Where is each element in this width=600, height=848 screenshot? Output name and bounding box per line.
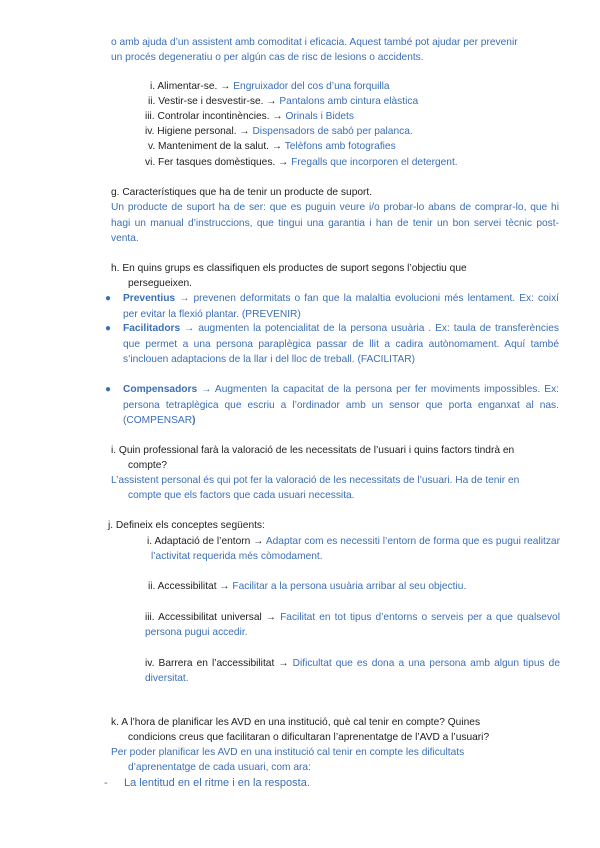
question-i-line-1: i. Quin professional farà la valoració de les necessitats de l’usuari i quins factors tindrà en: [111, 445, 515, 456]
avd-item: vi. Fer tasques domèstiques. → Fregalls que incorporen el detergent.: [145, 157, 458, 168]
question-k-line-1: k. A l’hora de planificar les AVD en una institució, què cal tenir en compte? Quines: [111, 717, 481, 728]
question-k-line-2: condicions creus que facilitaran o dificultaran l’aprenentatge de l’AVD a l’usuari?: [128, 732, 490, 743]
dash-icon: -: [104, 777, 108, 789]
avd-item: iii. Controlar incontinències. → Orinals i Bidets: [145, 111, 354, 122]
bullet-icon: ●: [105, 323, 112, 334]
question-j: j. Defineix els conceptes següents:: [108, 520, 265, 531]
question-i-line-2: compte?: [128, 460, 168, 471]
answer-k-line-2: d’aprenentatge de cada usuari, com ara:: [128, 762, 311, 773]
answer-i-line-2: compte que els factors que cada usuari necessita.: [128, 490, 355, 501]
question-h-line-2: persegueixen.: [128, 278, 193, 289]
answer-g: Un producte de suport ha de ser: que es puguin veure i/o probar-lo abans de comprar-lo, que hi hagi un manual d’instruccions, que tingui una garantia i han de tenir un bon servei tècnic post-venta.: [111, 202, 559, 244]
concept-accessibilitat: ii. Accessibilitat → Facilitar a la persona usuària arribar al seu objectiu.: [148, 581, 467, 592]
intro-line-1: o amb ajuda d’un assistent amb comoditat i eficacia. Aquest també pot ajudar per prevenir: [111, 37, 518, 48]
concept-barrera: iv. Barrera en l’accessibilitat → Dificultat que es dona a una persona amb algun tipus de diversitat.: [145, 658, 560, 684]
bullet-icon: ●: [105, 293, 112, 304]
concept-adaptacio: i. Adaptació de l’entorn → Adaptar com es necessiti l’entorn de forma que es pugui realitzar l’activitat requerida més còmodament.: [147, 536, 560, 562]
answer-k-line-1: Per poder planificar les AVD en una institució cal tenir en compte les dificultats: [111, 747, 465, 758]
answer-k-item: La lentitud en el ritme i en la resposta.: [124, 777, 310, 789]
group-facilitadors: Facilitadors → augmenten la potencialitat de la persona usuària . Ex: taula de transferències que permet a una persona paraplègica passar de llit a cadira autònomament. Aquí també s’inclouen adaptacions de la llar i del lloc de treball. (FACILITAR): [123, 323, 559, 365]
intro-line-2: un procés degeneratiu o per algún cas de risc de lesions o accidents.: [111, 52, 424, 63]
question-h-line-1: h. En quins grups es classifiquen els productes de suport segons l’objectiu que: [111, 263, 467, 274]
group-preventius: Preventius → prevenen deformitats o fan que la malaltia evolucioni més lentament. Ex: coixí per evitar la flexió plantar. (PREVENIR): [123, 293, 559, 320]
avd-item: v. Manteniment de la salut. → Telèfons amb fotografies: [148, 141, 396, 152]
question-g: g. Característiques que ha de tenir un producte de suport.: [111, 187, 373, 198]
avd-item: ii. Vestir-se i desvestir-se. → Pantalons amb cintura elàstica: [148, 96, 419, 107]
avd-item: iv. Higiene personal. → Dispensadors de sabó per palanca.: [145, 126, 413, 137]
avd-item: i. Alimentar-se. → Engruixador del cos d’una forquilla: [150, 81, 390, 92]
bullet-icon: ●: [105, 384, 112, 395]
answer-i-line-1: L’assistent personal és qui pot fer la valoració de les necessitats de l’usuari. Ha de tenir en: [111, 475, 520, 486]
group-compensadors: Compensadors → Augmenten la capacitat de la persona per fer moviments impossibles. Ex: persona tetraplègica que escriu a l’ordinador amb un sensor que porta enganxat al nas. (COMPENSAR): [123, 384, 559, 426]
concept-accessibilitat-universal: iii. Accessibilitat universal → Facilitat en tot tipus d’entorns o serveis per a que qualsevol persona pugui accedir.: [145, 612, 560, 638]
